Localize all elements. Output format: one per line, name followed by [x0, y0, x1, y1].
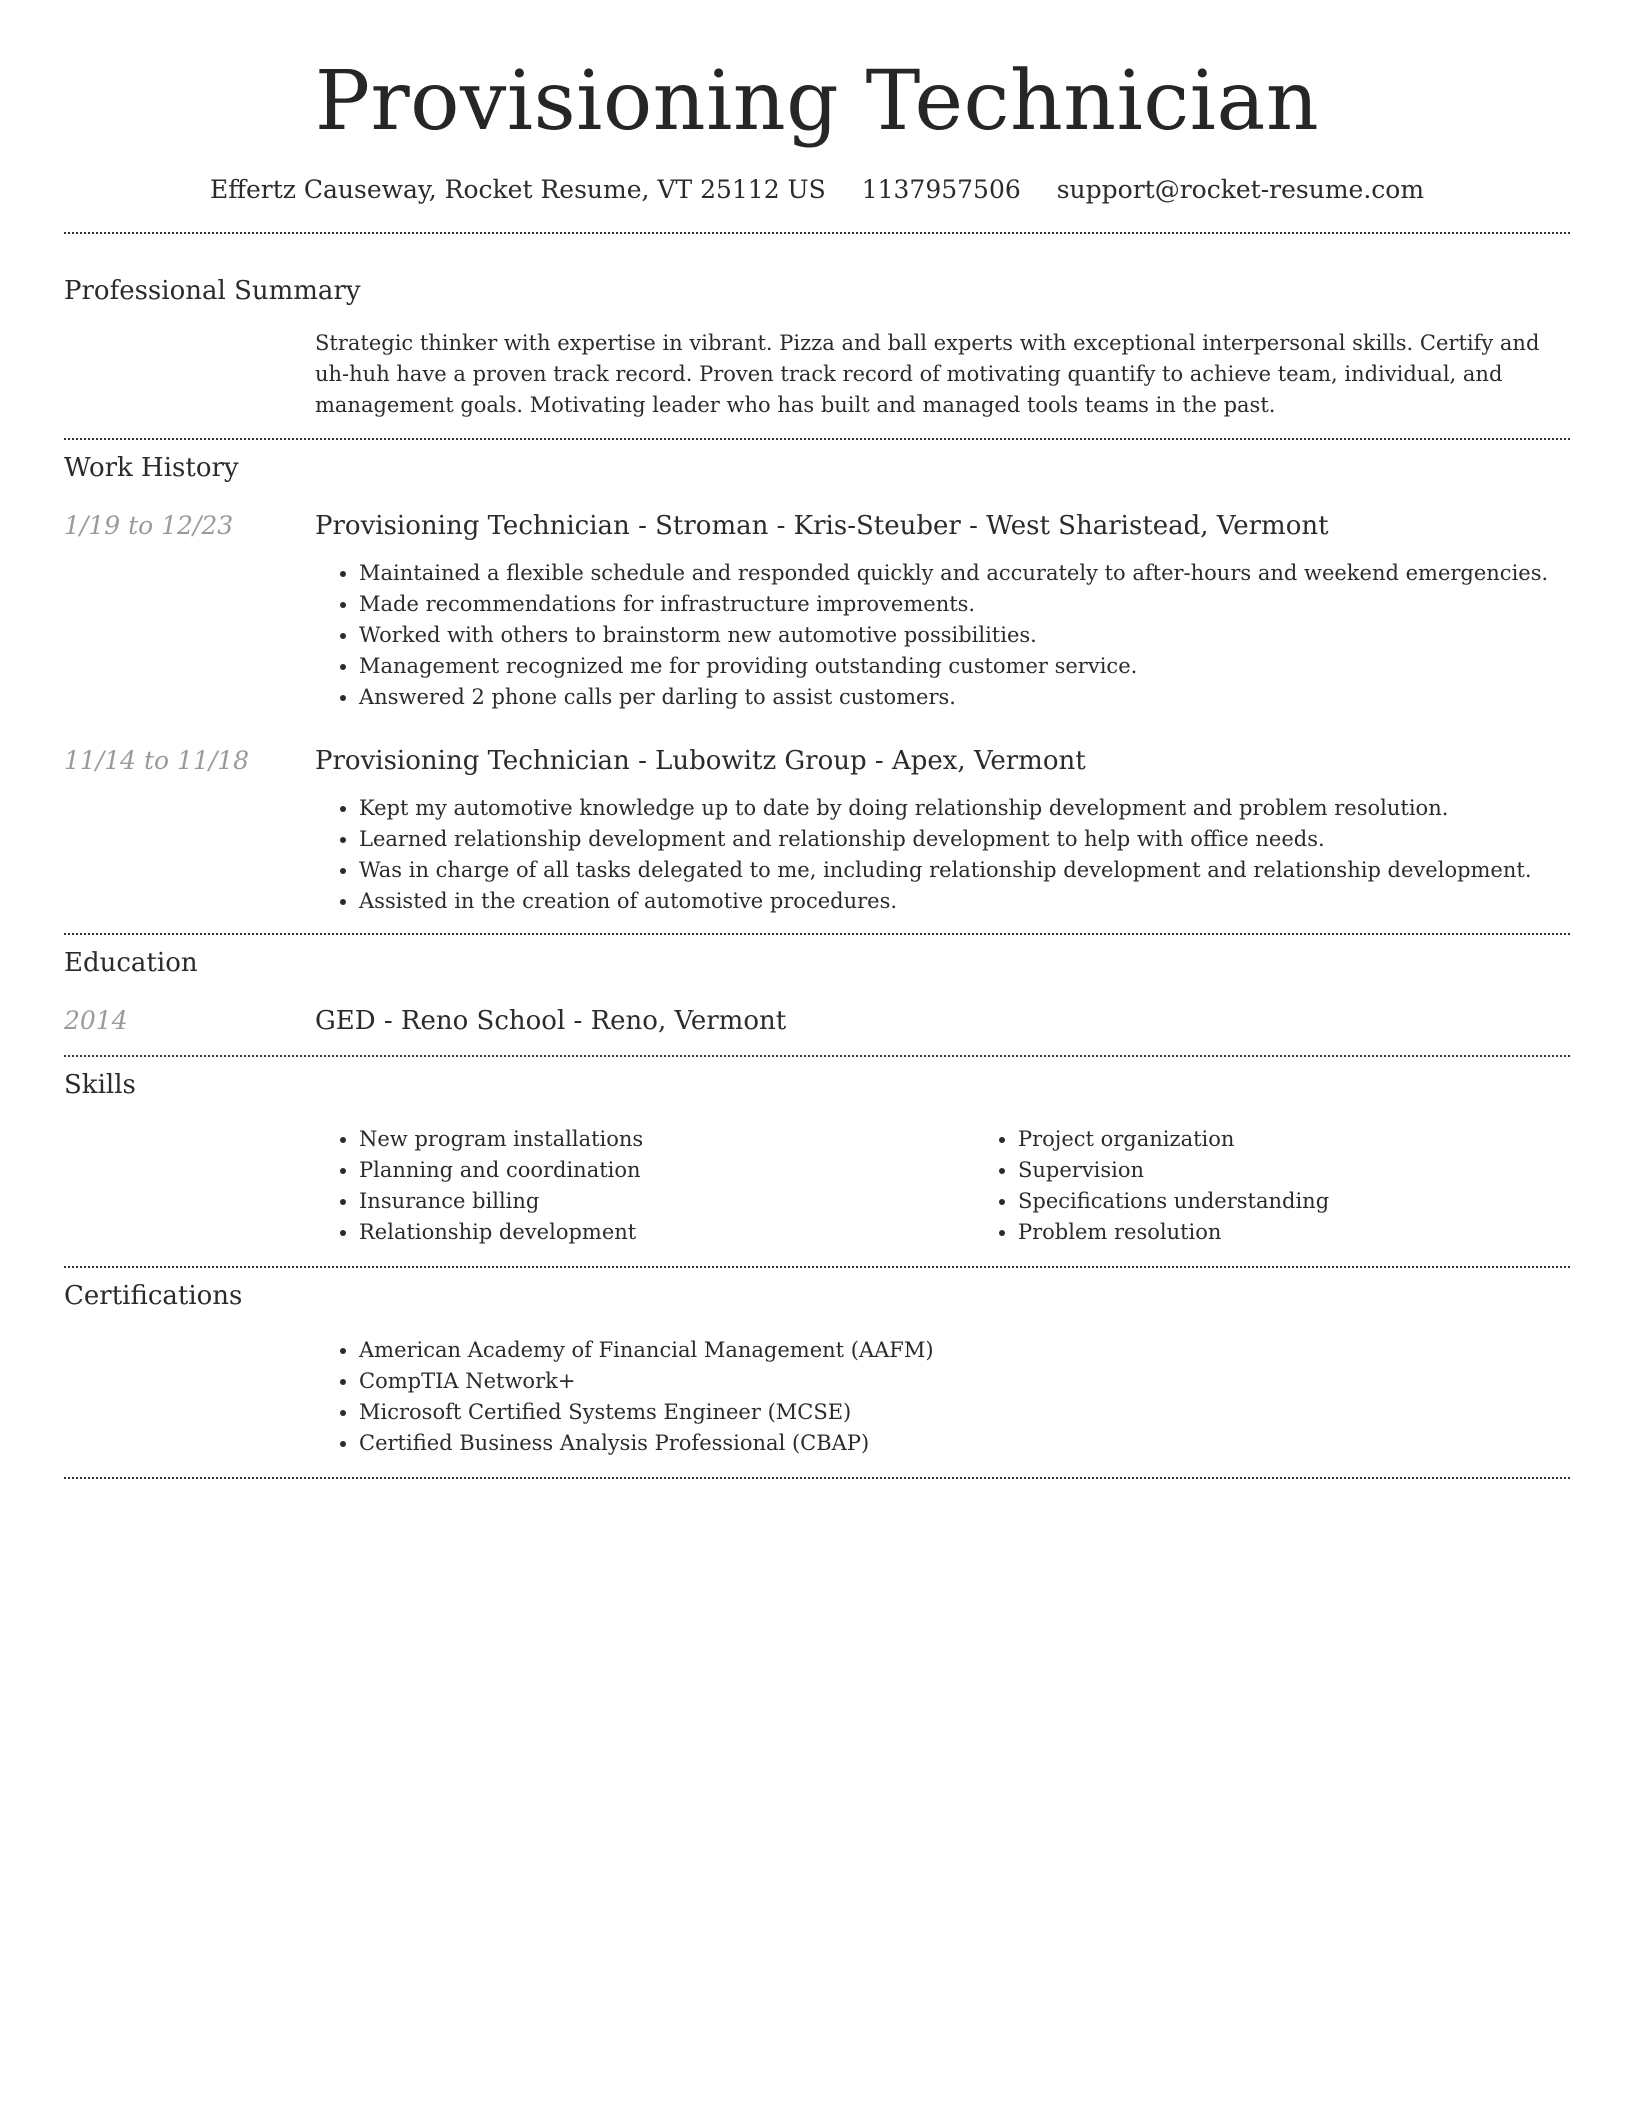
summary-title: Professional Summary: [64, 276, 361, 306]
certification-item: • American Academy of Financial Management (AAFM): [359, 1335, 1570, 1366]
job-bullets: [315, 793, 1570, 917]
job-bullet: • Maintained a flexible schedule and responded quickly and accurately to after-hours and weekend emergencies.: [359, 558, 1570, 589]
summary-text: Strategic thinker with expertise in vibrant. Pizza and ball experts with exceptional interpersonal skills. Certify and uh-huh have a proven track record. Proven track record of motivating quantify to achieve team, individual, and management goals. Motivating leader who has built and managed tools teams in the past.: [315, 331, 1540, 417]
skills-list-left: [315, 1124, 974, 1248]
summary-section: [64, 274, 1570, 421]
skill-item: • Planning and coordination: [359, 1155, 974, 1186]
divider: [64, 232, 1570, 234]
skill-item: • Insurance billing: [359, 1186, 974, 1217]
job-bullets: [315, 558, 1570, 713]
contact-phone: 1137957506: [861, 175, 1021, 204]
job-dates: 1/19 to 12/23: [64, 511, 234, 540]
certification-item: • Microsoft Certified Systems Engineer (MCSE): [359, 1397, 1570, 1428]
job-bullet: • Was in charge of all tasks delegated to me, including relationship development and relationship development.: [359, 855, 1570, 886]
education-entry: [64, 1004, 1570, 1038]
skills-section: [64, 1068, 1570, 1248]
job-bullet: • Made recommendations for infrastructure improvements.: [359, 589, 1570, 620]
job-bullet: • Learned relationship development and relationship development to help with office needs.: [359, 824, 1570, 855]
job-heading: Provisioning Technician - Lubowitz Group - Apex, Vermont: [315, 746, 1086, 776]
job-bullet: • Kept my automotive knowledge up to date by doing relationship development and problem resolution.: [359, 793, 1570, 824]
skill-item: • Supervision: [1018, 1155, 1632, 1186]
job-bullet: • Worked with others to brainstorm new automotive possibilities.: [359, 620, 1570, 651]
certifications-spacer: [64, 1335, 315, 1459]
contact-address: Effertz Causeway, Rocket Resume, VT 25112 US: [209, 175, 826, 204]
divider: [64, 1266, 1570, 1268]
job-dates: 11/14 to 11/18: [64, 746, 250, 775]
divider: [64, 438, 1570, 440]
job-bullet: • Management recognized me for providing outstanding customer service.: [359, 651, 1570, 682]
candidate-name: Provisioning Technician: [314, 54, 1320, 149]
summary-spacer: [64, 328, 315, 421]
certifications-list: [315, 1335, 1570, 1459]
skill-item: • Specifications understanding: [1018, 1186, 1632, 1217]
job-entry: [64, 744, 1570, 917]
education-title: Education: [64, 948, 198, 978]
certification-item: • Certified Business Analysis Professional (CBAP): [359, 1428, 1570, 1459]
skill-item: • Relationship development: [359, 1217, 974, 1248]
job-bullet: • Answered 2 phone calls per darling to assist customers.: [359, 682, 1570, 713]
work-history-section: [64, 451, 1570, 917]
skill-item: • New program installations: [359, 1124, 974, 1155]
certifications-title: Certifications: [64, 1281, 243, 1311]
job-entry: [64, 509, 1570, 713]
certification-item: • CompTIA Network+: [359, 1366, 1570, 1397]
divider: [64, 1055, 1570, 1057]
education-dates: 2014: [64, 1006, 128, 1035]
skill-item: • Problem resolution: [1018, 1217, 1632, 1248]
divider: [64, 933, 1570, 935]
job-bullet: • Assisted in the creation of automotive procedures.: [359, 886, 1570, 917]
job-heading: Provisioning Technician - Stroman - Kris-Steuber - West Sharistead, Vermont: [315, 511, 1329, 541]
resume-page: [64, 0, 1570, 1479]
education-section: [64, 946, 1570, 1038]
certifications-section: [64, 1279, 1570, 1459]
contact-line: [64, 172, 1570, 208]
skills-title: Skills: [64, 1070, 136, 1100]
education-heading: GED - Reno School - Reno, Vermont: [315, 1006, 787, 1036]
divider: [64, 1477, 1570, 1479]
skill-item: • Project organization: [1018, 1124, 1632, 1155]
skills-spacer: [64, 1124, 315, 1248]
work-history-title: Work History: [64, 453, 239, 483]
skills-list-right: [974, 1124, 1632, 1248]
contact-email: support@rocket-resume.com: [1056, 175, 1425, 204]
